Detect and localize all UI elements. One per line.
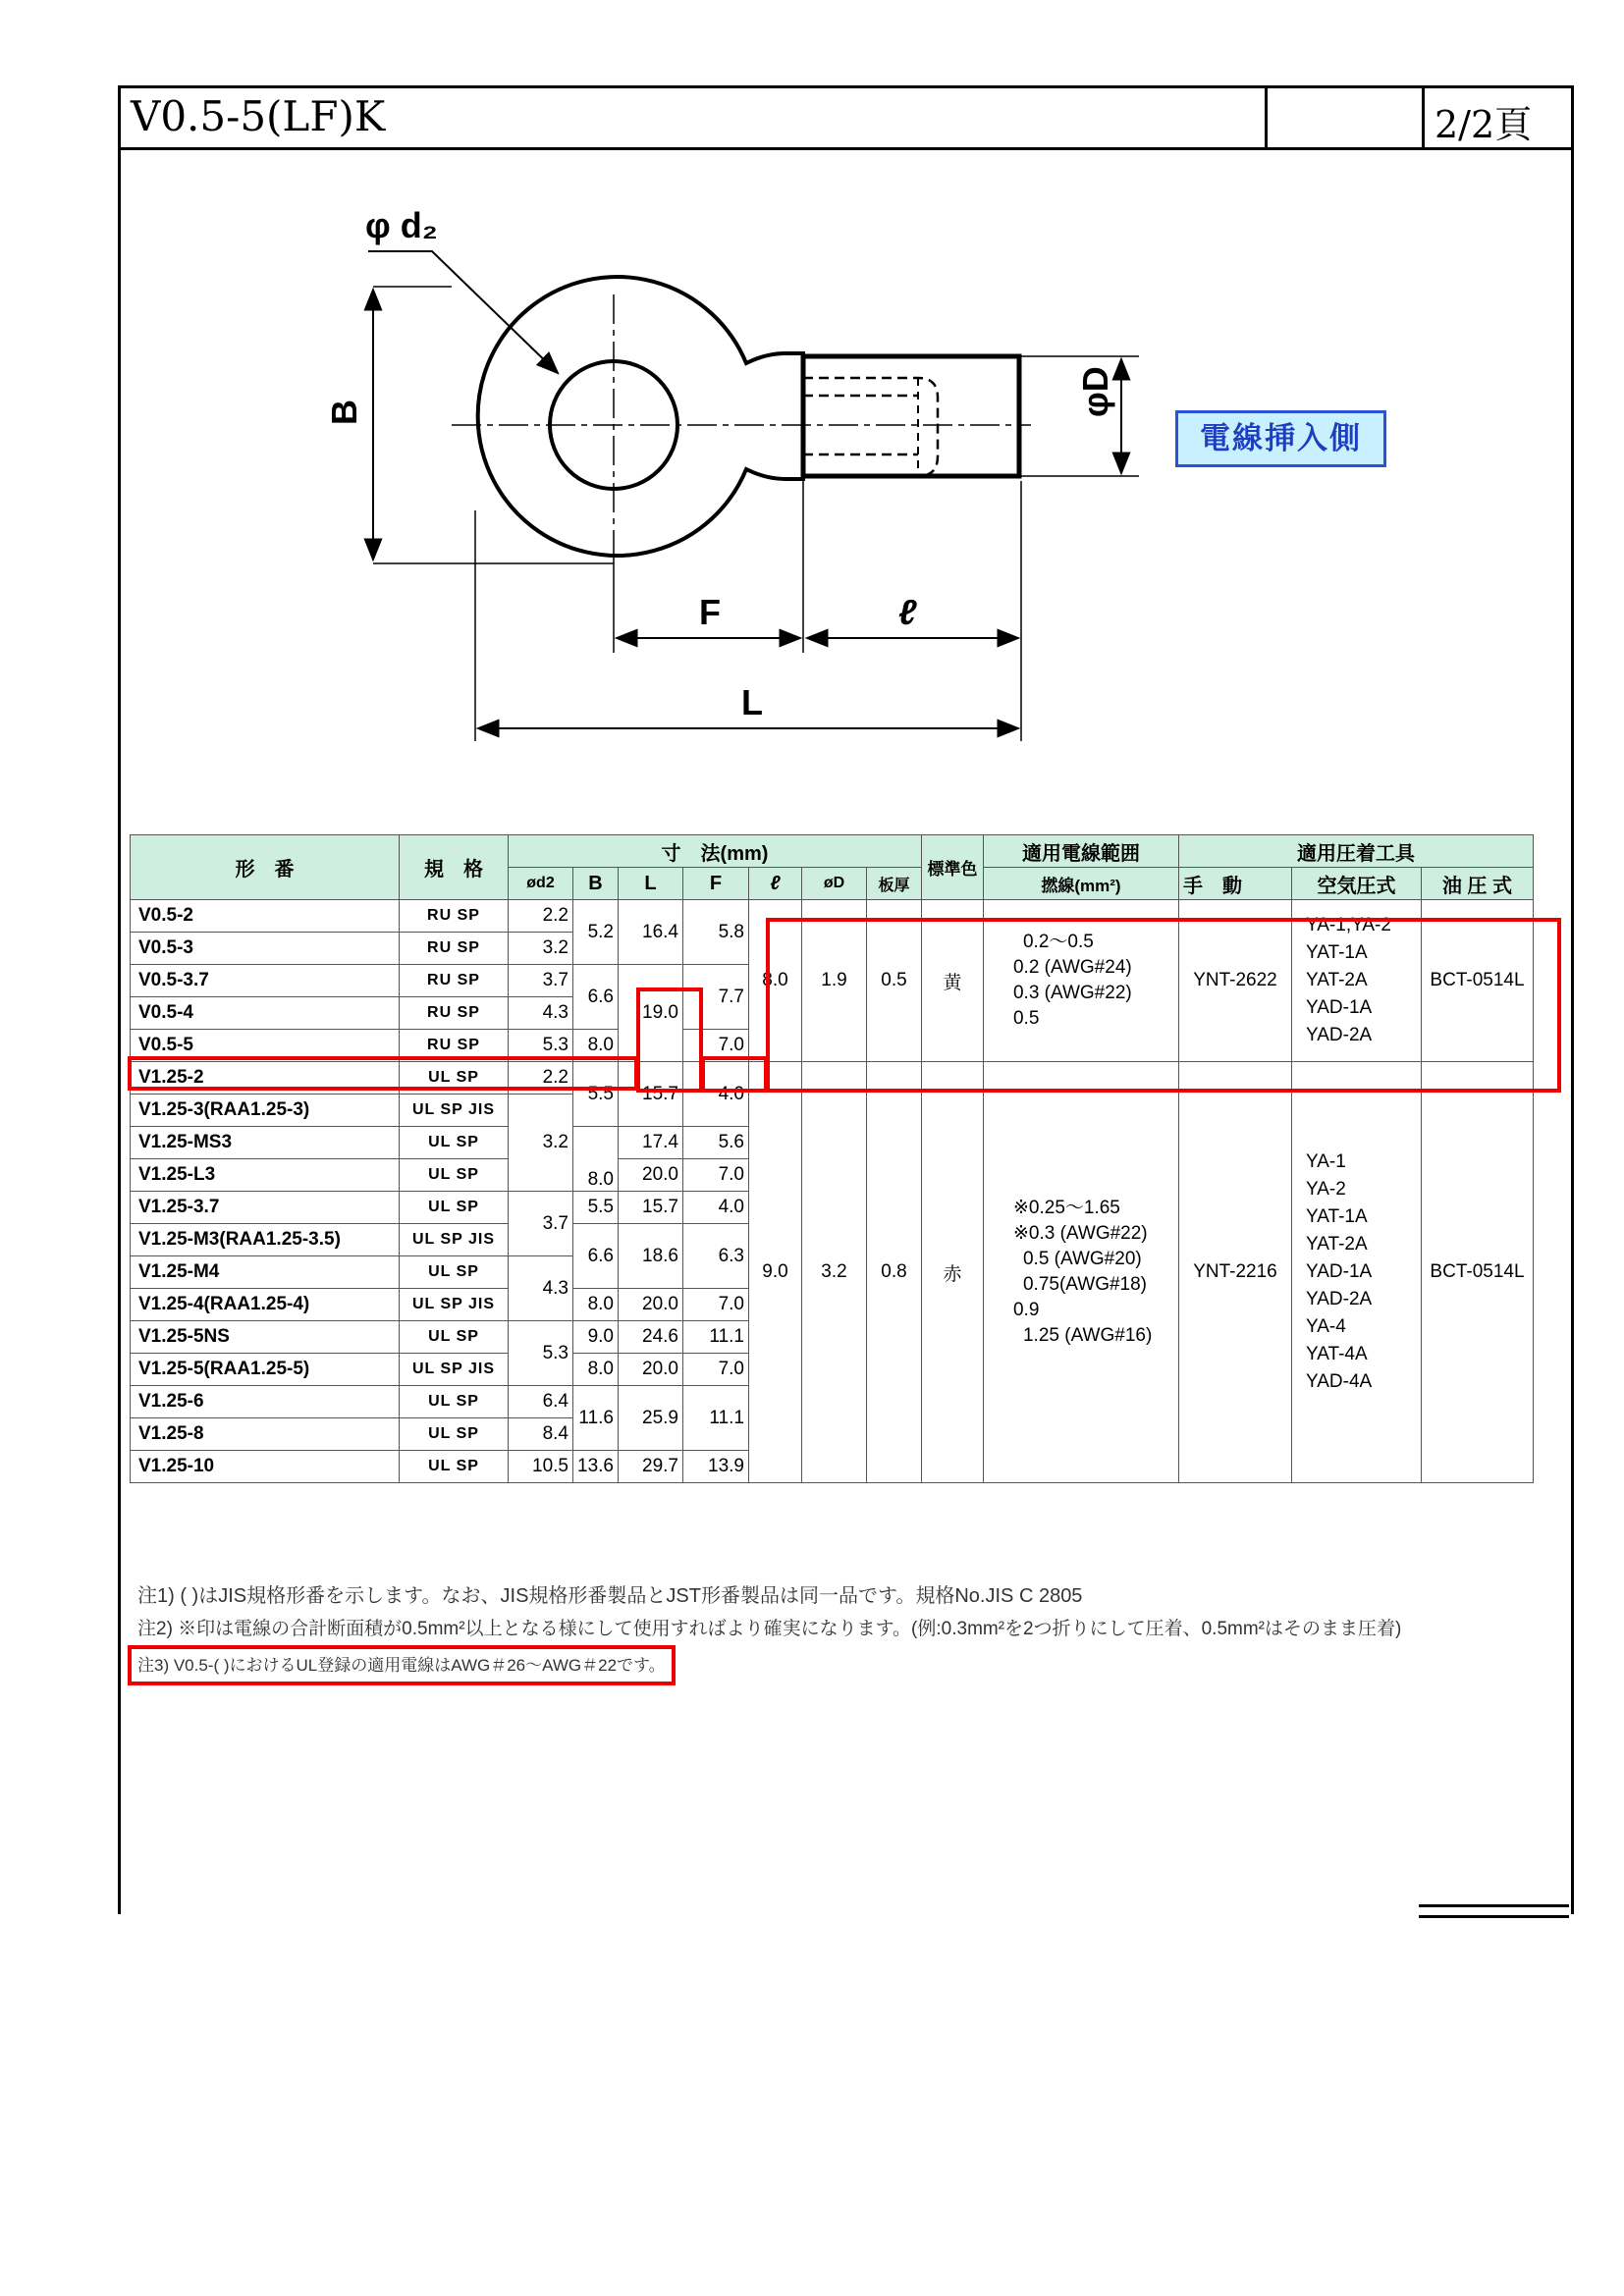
hydraulic-tool: BCT-0514L	[1421, 900, 1533, 1062]
l-value: 8.0	[748, 900, 801, 1062]
hdr-l: ℓ	[748, 868, 801, 900]
wire-range	[983, 1062, 1178, 1483]
hdr-oD: øD	[801, 868, 866, 900]
wire-range-line: 0.5 (AWG#20)	[1022, 1249, 1142, 1269]
B-value: 11.6	[573, 1386, 619, 1451]
oD-value: 3.2	[801, 1062, 866, 1483]
l-value: 9.0	[748, 1062, 801, 1483]
B-value: 13.6	[573, 1451, 619, 1483]
std-marks: UL SP JIS	[400, 1289, 509, 1321]
label-phiD: φD	[1075, 366, 1115, 417]
wire-range-line: 0.5	[1012, 1008, 1040, 1029]
B-value: 8.0	[573, 1127, 619, 1192]
L-value: 19.0	[618, 965, 682, 1062]
wire-range-line: 0.75(AWG#18)	[1022, 1274, 1147, 1295]
air-tool: YA-1	[1305, 1151, 1346, 1172]
part-number: V0.5-2	[131, 900, 400, 933]
hydraulic-tool: BCT-0514L	[1421, 1062, 1533, 1483]
B-value: 5.2	[573, 900, 619, 965]
std-marks: RU SP	[400, 965, 509, 997]
F-value: 7.7	[682, 965, 748, 1030]
standard-color: 黄	[921, 900, 983, 1062]
label-B: B	[324, 400, 364, 425]
od2-value: 10.5	[509, 1451, 573, 1483]
F-value: 11.1	[682, 1386, 748, 1451]
label-L: L	[741, 682, 763, 722]
hdr-dims: 寸 法(mm)	[509, 835, 922, 868]
L-value: 20.0	[618, 1159, 682, 1192]
od2-value: 3.2	[509, 1095, 573, 1192]
part-number: V1.25-MS3	[131, 1127, 400, 1159]
part-number: V1.25-6	[131, 1386, 400, 1418]
part-number: V1.25-8	[131, 1418, 400, 1451]
F-value: 7.0	[682, 1289, 748, 1321]
air-tool: YAD-1A	[1305, 997, 1373, 1018]
note-2: 注2) ※印は電線の合計断面積が0.5mm²以上となる様にして使用すればより確実になります。(例:0.3mm²を2つ折りにして圧着、0.5mm²はそのまま圧着)	[137, 1619, 1402, 1639]
wire-range-line: 0.9	[1012, 1300, 1040, 1320]
F-value: 6.3	[682, 1224, 748, 1289]
oD-value: 1.9	[801, 900, 866, 1062]
od2-value: 5.3	[509, 1321, 573, 1386]
part-number: V1.25-M3(RAA1.25-3.5)	[131, 1224, 400, 1256]
L-value: 24.6	[618, 1321, 682, 1354]
L-value: 29.7	[618, 1451, 682, 1483]
B-value: 5.5	[573, 1192, 619, 1224]
F-value: 5.8	[682, 900, 748, 965]
L-value: 15.7	[618, 1062, 682, 1127]
hdr-manual: 手 動	[1178, 868, 1291, 900]
part-number: V0.5-5	[131, 1030, 400, 1062]
L-value: 15.7	[618, 1192, 682, 1224]
wire-range-line: 0.2 (AWG#24)	[1012, 957, 1132, 978]
L-value: 18.6	[618, 1224, 682, 1289]
air-tool: YAT-1A	[1305, 942, 1368, 963]
air-tool: YAD-2A	[1305, 1289, 1373, 1309]
L-value: 16.4	[618, 900, 682, 965]
standard-color: 赤	[921, 1062, 983, 1483]
std-marks: UL SP JIS	[400, 1095, 509, 1127]
part-number: V1.25-2	[131, 1062, 400, 1095]
notes	[137, 1580, 1401, 1685]
wire-insertion-side-label: 電線挿入側	[1175, 410, 1386, 467]
std-marks: UL SP	[400, 1386, 509, 1418]
std-marks: UL SP	[400, 1192, 509, 1224]
hdr-t: 板厚	[866, 868, 921, 900]
od2-value: 6.4	[509, 1386, 573, 1418]
hdr-std: 規 格	[400, 835, 509, 900]
wire-range-line: 1.25 (AWG#16)	[1022, 1325, 1153, 1346]
std-marks: UL SP JIS	[400, 1354, 509, 1386]
hdr-wire-sub: 撚線(mm²)	[983, 868, 1178, 900]
part-number: V1.25-3.7	[131, 1192, 400, 1224]
table-row	[131, 900, 1534, 933]
air-tools	[1291, 1062, 1421, 1483]
F-value: 4.0	[682, 1192, 748, 1224]
wire-range-line: ※0.25～1.65	[1012, 1198, 1120, 1218]
wire-range-line: 0.2～0.5	[1022, 932, 1094, 952]
hdr-F: F	[682, 868, 748, 900]
L-value: 25.9	[618, 1386, 682, 1451]
B-value: 6.6	[573, 965, 619, 1030]
od2-value: 2.2	[509, 900, 573, 933]
std-marks: RU SP	[400, 933, 509, 965]
L-value: 20.0	[618, 1354, 682, 1386]
part-number: V1.25-5NS	[131, 1321, 400, 1354]
page-number: 2/2頁	[1435, 103, 1533, 146]
od2-value: 4.3	[509, 997, 573, 1030]
closing-rule	[1419, 1904, 1569, 1918]
wire-range-line: ※0.3 (AWG#22)	[1012, 1223, 1148, 1244]
F-value: 7.0	[682, 1159, 748, 1192]
thickness-value: 0.5	[866, 900, 921, 1062]
part-number: V1.25-4(RAA1.25-4)	[131, 1289, 400, 1321]
std-marks: UL SP	[400, 1451, 509, 1483]
air-tool: YA-1,YA-2	[1305, 915, 1391, 935]
label-F: F	[699, 592, 721, 632]
std-marks: UL SP	[400, 1321, 509, 1354]
std-marks: UL SP	[400, 1127, 509, 1159]
F-value: 5.6	[682, 1127, 748, 1159]
terminal-drawing	[0, 0, 1624, 805]
manual-tool: YNT-2622	[1178, 900, 1291, 1062]
hdr-air: 空気圧式	[1291, 868, 1421, 900]
note-1: 注1) ( )はJIS規格形番を示します。なお、JIS規格形番製品とJST形番製品は同一品です。規格No.JIS C 2805	[137, 1585, 1083, 1607]
F-value: 4.0	[682, 1062, 748, 1127]
std-marks: RU SP	[400, 1030, 509, 1062]
part-number: V1.25-M4	[131, 1256, 400, 1289]
B-value: 6.6	[573, 1224, 619, 1289]
part-number: V1.25-L3	[131, 1159, 400, 1192]
hdr-od2: ød2	[509, 868, 573, 900]
std-marks: UL SP	[400, 1159, 509, 1192]
hdr-hyd: 油 圧 式	[1421, 868, 1533, 900]
hdr-tools: 適用圧着工具	[1178, 835, 1533, 868]
air-tool: YAT-1A	[1305, 1206, 1368, 1227]
spec-table	[130, 834, 1534, 1483]
F-value: 7.0	[682, 1354, 748, 1386]
hdr-color: 標準色	[921, 835, 983, 900]
B-value: 9.0	[573, 1321, 619, 1354]
std-marks: UL SP	[400, 1062, 509, 1095]
od2-value: 8.4	[509, 1418, 573, 1451]
L-value: 20.0	[618, 1289, 682, 1321]
hdr-wire: 適用電線範囲	[983, 835, 1178, 868]
thickness-value: 0.8	[866, 1062, 921, 1483]
std-marks: UL SP	[400, 1256, 509, 1289]
note-3: 注3) V0.5-( )におけるUL登録の適用電線はAWG＃26～AWG＃22です。	[128, 1645, 676, 1685]
part-number: V1.25-3(RAA1.25-3)	[131, 1095, 400, 1127]
od2-value: 3.2	[509, 933, 573, 965]
od2-value: 3.7	[509, 965, 573, 997]
air-tool: YAD-2A	[1305, 1025, 1373, 1045]
std-marks: RU SP	[400, 997, 509, 1030]
air-tool: YAD-4A	[1305, 1371, 1373, 1392]
hdr-part: 形 番	[131, 835, 400, 900]
part-number: V0.5-3.7	[131, 965, 400, 997]
od2-value: 2.2	[509, 1062, 573, 1095]
L-value: 17.4	[618, 1127, 682, 1159]
air-tools	[1291, 900, 1421, 1062]
manual-tool: YNT-2216	[1178, 1062, 1291, 1483]
document-title: V0.5-5(LF)K	[131, 92, 386, 140]
std-marks: UL SP	[400, 1418, 509, 1451]
wire-range	[983, 900, 1178, 1062]
B-value: 8.0	[573, 1289, 619, 1321]
air-tool: YA-2	[1305, 1179, 1346, 1200]
air-tool: YAT-4A	[1305, 1344, 1368, 1364]
part-number: V0.5-3	[131, 933, 400, 965]
od2-value: 3.7	[509, 1192, 573, 1256]
F-value: 7.0	[682, 1030, 748, 1062]
F-value: 13.9	[682, 1451, 748, 1483]
wire-range-line: 0.3 (AWG#22)	[1012, 983, 1132, 1003]
air-tool: YAD-1A	[1305, 1261, 1373, 1282]
air-tool: YAT-2A	[1305, 970, 1368, 990]
part-number: V0.5-4	[131, 997, 400, 1030]
B-value: 8.0	[573, 1354, 619, 1386]
B-value: 5.5	[573, 1062, 619, 1127]
table-row	[131, 1062, 1534, 1095]
od2-value: 5.3	[509, 1030, 573, 1062]
part-number: V1.25-10	[131, 1451, 400, 1483]
B-value: 8.0	[573, 1030, 619, 1062]
hdr-L: L	[618, 868, 682, 900]
hdr-B: B	[573, 868, 619, 900]
air-tool: YAT-2A	[1305, 1234, 1368, 1255]
std-marks: UL SP JIS	[400, 1224, 509, 1256]
std-marks: RU SP	[400, 900, 509, 933]
part-number: V1.25-5(RAA1.25-5)	[131, 1354, 400, 1386]
od2-value: 4.3	[509, 1256, 573, 1321]
F-value: 11.1	[682, 1321, 748, 1354]
label-d2: φ d₂	[365, 205, 438, 245]
label-l: ℓ	[898, 592, 917, 632]
air-tool: YA-4	[1305, 1316, 1346, 1337]
